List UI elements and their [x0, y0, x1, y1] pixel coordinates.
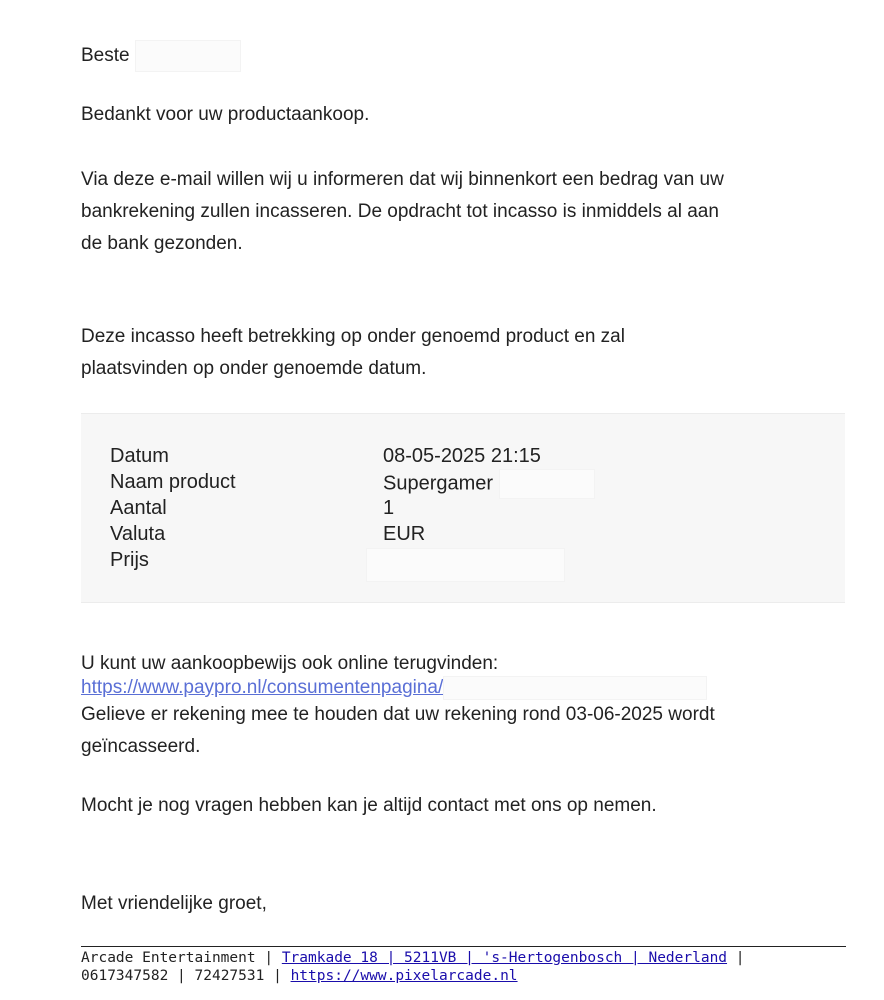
detail-label: Prijs: [110, 549, 149, 571]
thanks-text: Bedankt voor uw productaankoop.: [81, 104, 370, 125]
receipt-link-line: [81, 676, 707, 700]
receipt-text: U kunt uw aankoopbewijs ook online terugvinden:: [81, 653, 499, 674]
footer-separator: |: [264, 968, 291, 984]
detail-value: EUR: [383, 523, 426, 545]
collection-notice: Gelieve er rekening mee te houden dat uw rekening rond 03-06-2025 wordt geïncasseerd.: [81, 704, 715, 757]
redacted-product-name: [499, 469, 595, 499]
detail-value: Supergamer: [383, 472, 494, 495]
detail-label: Naam product: [110, 471, 236, 493]
detail-label: Datum: [110, 445, 169, 467]
email-footer: [81, 949, 811, 985]
receipt-link[interactable]: https://www.paypro.nl/consumentenpagina/: [81, 677, 444, 699]
detail-value: 1: [383, 497, 395, 519]
detail-label: Valuta: [110, 523, 166, 545]
questions-text: Mocht je nog vragen hebben kan je altijd contact met ons op nemen.: [81, 795, 657, 816]
detail-value-product: [383, 469, 595, 499]
footer-website-link[interactable]: https://www.pixelarcade.nl: [290, 968, 518, 984]
redacted-name: [135, 40, 241, 72]
redacted-link-suffix: [443, 676, 707, 700]
greeting: [81, 40, 241, 72]
footer-number: 72427531: [194, 968, 265, 984]
footer-phone: 0617347582: [81, 968, 169, 984]
detail-value: 08-05-2025 21:15: [383, 445, 541, 467]
footer-separator: |: [255, 950, 282, 966]
redacted-price: [366, 548, 565, 582]
intro-paragraph: Via deze e-mail willen wij u informeren dat wij binnenkort een bedrag van uw bankrekening zullen incasseren. De opdracht tot incasso is inmiddels al aan de bank gezonden.: [81, 169, 724, 254]
footer-address-link[interactable]: Tramkade 18 | 5211VB | 's-Hertogenbosch | Nederland: [281, 950, 728, 966]
footer-company: Arcade Entertainment: [81, 950, 256, 966]
incasso-notice: Deze incasso heeft betrekking op onder genoemd product en zal plaatsvinden op onder genoemde datum.: [81, 326, 625, 379]
footer-divider: [81, 946, 846, 947]
footer-separator: |: [727, 950, 745, 966]
detail-label: Aantal: [110, 497, 167, 519]
closing-regards: Met vriendelijke groet,: [81, 893, 267, 914]
footer-separator: |: [168, 968, 195, 984]
greeting-salutation: Beste: [81, 45, 130, 67]
purchase-details-table: [81, 413, 845, 603]
